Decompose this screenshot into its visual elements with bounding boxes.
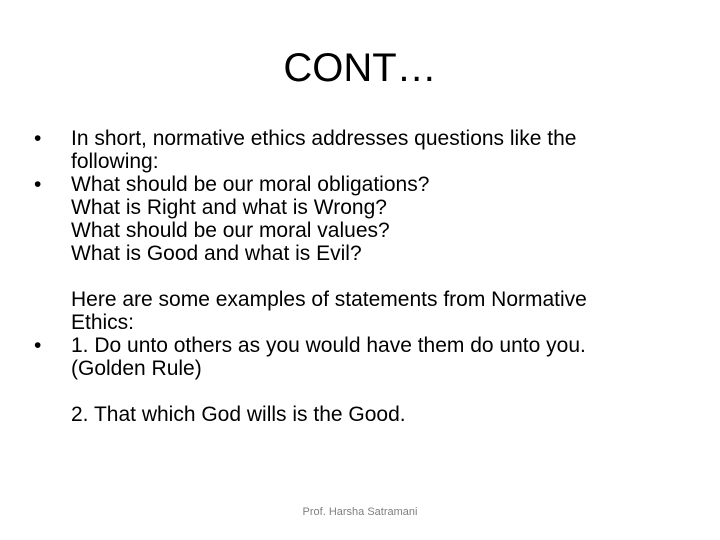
bullet-item-normative-questions <box>34 127 674 173</box>
spacer <box>71 380 674 403</box>
slide-body <box>34 127 674 426</box>
text-line: What is Good and what is Evil? <box>71 242 362 265</box>
slide-footer: Prof. Harsha Satramani <box>302 506 418 518</box>
bullet-marker: • <box>34 173 42 196</box>
text-line: following: <box>71 150 159 173</box>
text-line: In short, normative ethics addresses questions like the <box>71 127 577 150</box>
text-line: What should be our moral values? <box>71 219 390 242</box>
spacer <box>71 265 674 288</box>
text-line: What should be our moral obligations? <box>71 173 430 196</box>
text-line: 2. That which God wills is the Good. <box>71 403 406 426</box>
text-line: What is Right and what is Wrong? <box>71 196 387 219</box>
bullet-item-questions-list <box>34 173 674 334</box>
bullet-marker: • <box>34 334 42 357</box>
text-line: Ethics: <box>71 311 135 334</box>
slide-title: CONT… <box>283 46 437 90</box>
bullet-marker: • <box>34 127 42 150</box>
text-line: (Golden Rule) <box>71 357 202 380</box>
text-line: Here are some examples of statements from Normative <box>71 288 587 311</box>
bullet-item-examples <box>34 334 674 426</box>
text-line: 1. Do unto others as you would have them do unto you. <box>71 334 586 357</box>
